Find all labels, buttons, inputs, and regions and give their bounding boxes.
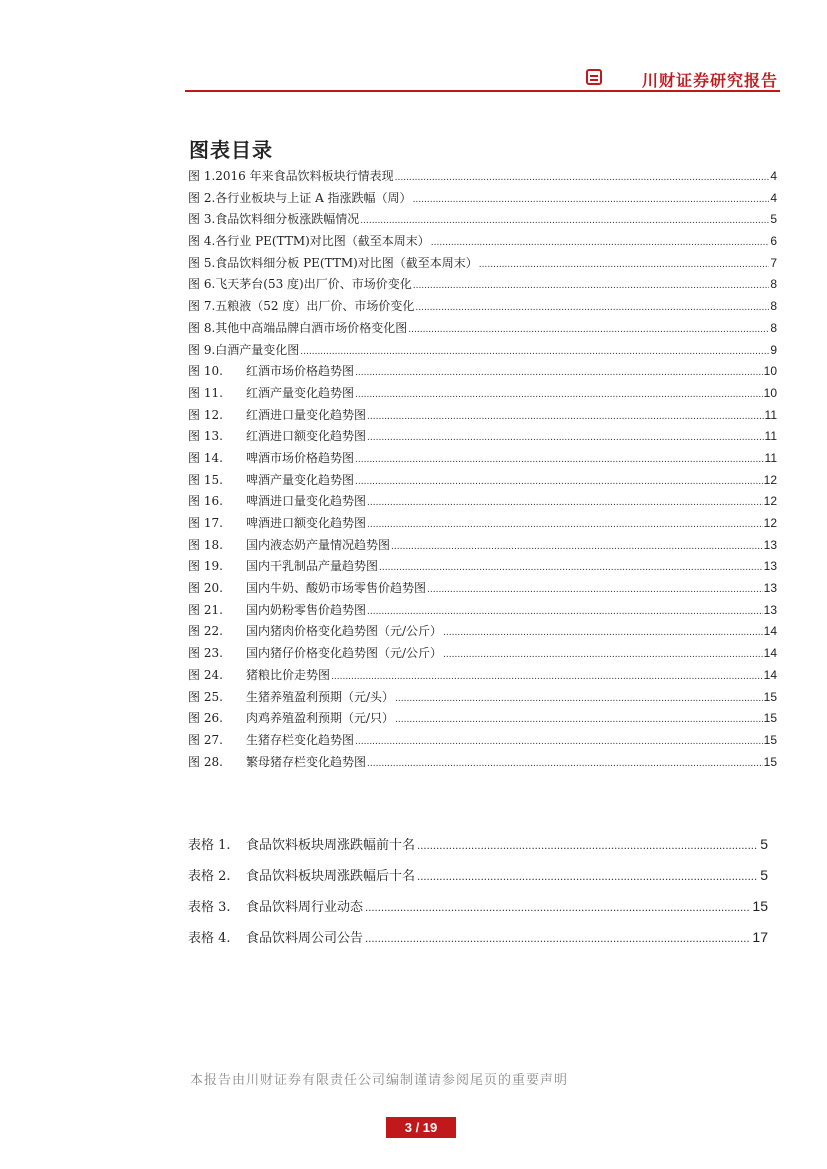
toc-figure-entry[interactable] xyxy=(188,253,777,275)
toc-figure-entry[interactable] xyxy=(188,578,777,600)
toc-figure-entry[interactable] xyxy=(188,209,777,231)
dot-leader xyxy=(355,363,763,385)
toc-figure-entry[interactable] xyxy=(188,708,777,730)
entry-number: 图 14. xyxy=(188,450,223,465)
toc-figure-entry[interactable] xyxy=(188,687,777,709)
entry-page: 12 xyxy=(763,494,777,509)
entry-title: 生猪存栏变化趋势图 xyxy=(246,732,355,747)
dot-leader xyxy=(443,623,763,645)
brand-name: 川财证券研究报告 xyxy=(641,71,778,90)
toc-figure-entry[interactable] xyxy=(188,513,777,535)
report-header xyxy=(185,64,780,94)
toc-figure-entry[interactable] xyxy=(188,643,777,665)
dot-leader xyxy=(479,255,770,277)
entry-number: 图 4. xyxy=(188,234,216,249)
entry-title: 生猪养殖盈利预期（元/头） xyxy=(246,689,395,704)
entry-number: 图 21. xyxy=(188,602,223,617)
entry-title: 红酒市场价格趋势图 xyxy=(246,364,355,379)
toc-figure-entry[interactable] xyxy=(188,318,777,340)
dot-leader xyxy=(355,472,763,494)
entry-page: 12 xyxy=(763,472,777,487)
entry-title: 国内猪肉价格变化趋势图（元/公斤） xyxy=(246,624,443,639)
entry-number: 表格 1. xyxy=(188,838,231,853)
entry-title: 国内干乳制品产量趋势图 xyxy=(246,559,379,574)
dot-leader xyxy=(367,754,763,776)
entry-title: 白酒产量变化图 xyxy=(215,342,300,357)
entry-title: 食品饮料细分板涨跌幅情况 xyxy=(215,212,360,227)
entry-number: 图 11. xyxy=(188,385,223,400)
entry-page: 14 xyxy=(763,624,777,639)
entry-title: 食品饮料板块周涨跌幅后十名 xyxy=(246,869,416,884)
dot-leader xyxy=(367,493,763,515)
toc-figure-entry[interactable] xyxy=(188,535,777,557)
toc-figure-entry[interactable] xyxy=(188,730,777,752)
entry-title: 国内奶粉零售价趋势图 xyxy=(246,602,367,617)
entry-page: 5 xyxy=(760,836,768,852)
entry-page: 13 xyxy=(763,581,777,596)
entry-number: 图 5. xyxy=(188,255,216,270)
entry-number: 图 23. xyxy=(188,646,223,661)
entry-number: 图 16. xyxy=(188,494,223,509)
figure-list xyxy=(188,166,777,773)
entry-page: 5 xyxy=(770,212,777,227)
entry-page: 15 xyxy=(763,689,777,704)
entry-page: 9 xyxy=(770,342,777,357)
entry-number: 图 2. xyxy=(188,190,216,205)
dot-leader xyxy=(431,233,770,255)
dot-leader xyxy=(417,831,758,862)
dot-leader xyxy=(355,385,763,407)
entry-page: 13 xyxy=(763,602,777,617)
entry-title: 各行业 PE(TTM)对比图（截至本周末） xyxy=(215,234,430,249)
entry-title: 国内猪仔价格变化趋势图（元/公斤） xyxy=(246,646,443,661)
entry-title: 红酒产量变化趋势图 xyxy=(246,385,355,400)
entry-page: 15 xyxy=(763,732,777,747)
dot-leader xyxy=(355,732,763,754)
dot-leader xyxy=(379,558,763,580)
entry-number: 图 8. xyxy=(188,320,216,335)
toc-figure-entry[interactable] xyxy=(188,448,777,470)
table-list xyxy=(188,829,768,953)
entry-number: 图 17. xyxy=(188,516,223,530)
toc-figure-entry[interactable] xyxy=(188,491,777,513)
entry-page: 7 xyxy=(770,255,777,270)
toc-figure-entry[interactable] xyxy=(188,296,777,318)
toc-figure-entry[interactable] xyxy=(188,166,777,188)
entry-page: 8 xyxy=(770,320,777,335)
footer-disclaimer: 本报告由川财证券有限责任公司编制谨请参阅尾页的重要声明 xyxy=(190,1073,569,1088)
dot-leader xyxy=(395,710,763,732)
entry-number: 图 13. xyxy=(188,429,223,444)
entry-number: 图 22. xyxy=(188,624,223,639)
entry-title: 繁母猪存栏变化趋势图 xyxy=(246,754,367,769)
entry-number: 图 20. xyxy=(188,581,223,596)
entry-number: 表格 4. xyxy=(188,931,231,946)
toc-figure-entry[interactable] xyxy=(188,340,777,362)
entry-title: 食品饮料细分板 PE(TTM)对比图（截至本周末） xyxy=(215,255,478,270)
toc-table-entry[interactable] xyxy=(188,860,768,891)
dot-leader xyxy=(443,645,763,667)
dot-leader xyxy=(395,168,770,190)
entry-number: 图 15. xyxy=(188,472,223,487)
entry-title: 食品饮料周行业动态 xyxy=(246,900,364,915)
entry-title: 猪粮比价走势图 xyxy=(246,667,331,682)
entry-title: 啤酒市场价格趋势图 xyxy=(246,450,355,465)
entry-number: 图 3. xyxy=(188,212,216,227)
entry-page: 13 xyxy=(763,559,777,574)
entry-page: 10 xyxy=(763,364,777,379)
entry-number: 表格 3. xyxy=(188,900,231,915)
toc-figure-entry[interactable] xyxy=(188,556,777,578)
toc-figure-entry[interactable] xyxy=(188,600,777,622)
brand-logo-icon xyxy=(586,69,602,85)
entry-page: 10 xyxy=(763,385,777,400)
entry-page: 12 xyxy=(763,516,777,530)
toc-figure-entry[interactable] xyxy=(188,405,777,427)
entry-number: 图 1. xyxy=(188,169,216,183)
entry-number: 图 6. xyxy=(188,277,216,292)
page-indicator: 3 / 19 xyxy=(386,1117,456,1138)
entry-page: 11 xyxy=(764,407,777,422)
dot-leader xyxy=(413,190,770,212)
entry-title: 啤酒产量变化趋势图 xyxy=(246,472,355,487)
dot-leader xyxy=(415,298,769,320)
toc-figure-entry[interactable] xyxy=(188,426,777,448)
entry-page: 11 xyxy=(764,450,777,465)
entry-page: 17 xyxy=(752,929,768,945)
entry-page: 8 xyxy=(770,299,777,314)
entry-page: 4 xyxy=(770,190,777,205)
entry-title: 啤酒进口额变化趋势图 xyxy=(246,516,367,530)
toc-table-entry[interactable] xyxy=(188,829,768,860)
entry-number: 图 27. xyxy=(188,732,223,747)
entry-page: 15 xyxy=(763,711,777,726)
entry-page: 15 xyxy=(752,898,768,914)
entry-number: 图 24. xyxy=(188,667,223,682)
entry-number: 图 10. xyxy=(188,364,223,379)
entry-title: 国内牛奶、酸奶市场零售价趋势图 xyxy=(246,581,427,596)
dot-leader xyxy=(355,450,764,472)
entry-page: 6 xyxy=(770,234,777,249)
toc-figure-entry[interactable] xyxy=(188,231,777,253)
dot-leader xyxy=(367,428,764,450)
entry-number: 图 19. xyxy=(188,559,223,574)
dot-leader xyxy=(408,320,769,342)
entry-title: 五粮液（52 度）出厂价、市场价变化 xyxy=(215,299,415,314)
entry-title: 飞天茅台(53 度)出厂价、市场价变化 xyxy=(215,277,412,292)
entry-page: 14 xyxy=(763,667,777,682)
entry-title: 红酒进口额变化趋势图 xyxy=(246,429,367,444)
entry-page: 11 xyxy=(764,429,777,444)
entry-title: 食品饮料板块周涨跌幅前十名 xyxy=(246,838,416,853)
toc-figure-entry[interactable] xyxy=(188,361,777,383)
entry-title: 国内液态奶产量情况趋势图 xyxy=(246,537,391,552)
toc-figure-entry[interactable] xyxy=(188,383,777,405)
dot-leader xyxy=(365,893,750,924)
entry-number: 图 28. xyxy=(188,754,223,769)
entry-number: 图 7. xyxy=(188,299,216,314)
dot-leader xyxy=(300,342,769,364)
dot-leader xyxy=(413,276,770,298)
dot-leader xyxy=(331,667,763,689)
header-rule xyxy=(185,90,780,92)
entry-page: 14 xyxy=(763,646,777,661)
entry-number: 图 12. xyxy=(188,407,223,422)
toc-figure-entry[interactable] xyxy=(188,752,777,774)
dot-leader xyxy=(367,602,763,624)
toc-table-entry[interactable] xyxy=(188,922,768,953)
dot-leader xyxy=(395,689,763,711)
entry-number: 图 18. xyxy=(188,537,223,552)
dot-leader xyxy=(427,580,763,602)
toc-figure-entry[interactable] xyxy=(188,470,777,492)
entry-number: 图 26. xyxy=(188,711,223,726)
entry-title: 食品饮料周公司公告 xyxy=(246,931,364,946)
dot-leader xyxy=(417,862,758,893)
entry-number: 表格 2. xyxy=(188,869,231,884)
entry-number: 图 25. xyxy=(188,689,223,704)
entry-title: 2016 年来食品饮料板块行情表现 xyxy=(215,169,394,183)
toc-figure-entry[interactable] xyxy=(188,274,777,296)
dot-leader xyxy=(365,924,750,955)
dot-leader xyxy=(367,515,763,537)
entry-title: 红酒进口量变化趋势图 xyxy=(246,407,367,422)
entry-title: 肉鸡养殖盈利预期（元/只） xyxy=(246,711,395,726)
dot-leader xyxy=(367,407,764,429)
toc-title: 图表目录 xyxy=(189,138,273,162)
entry-page: 13 xyxy=(763,537,777,552)
toc-figure-entry[interactable] xyxy=(188,188,777,210)
toc-table-entry[interactable] xyxy=(188,891,768,922)
entry-title: 啤酒进口量变化趋势图 xyxy=(246,494,367,509)
dot-leader xyxy=(360,211,769,233)
entry-page: 5 xyxy=(760,867,768,883)
toc-figure-entry[interactable] xyxy=(188,665,777,687)
entry-title: 其他中高端品牌白酒市场价格变化图 xyxy=(215,320,408,335)
dot-leader xyxy=(391,537,763,559)
entry-number: 图 9. xyxy=(188,342,216,357)
entry-page: 8 xyxy=(770,277,777,292)
entry-page: 15 xyxy=(763,754,777,769)
entry-title: 各行业板块与上证 A 指涨跌幅（周） xyxy=(215,190,412,205)
toc-figure-entry[interactable] xyxy=(188,621,777,643)
entry-page: 4 xyxy=(770,169,777,183)
